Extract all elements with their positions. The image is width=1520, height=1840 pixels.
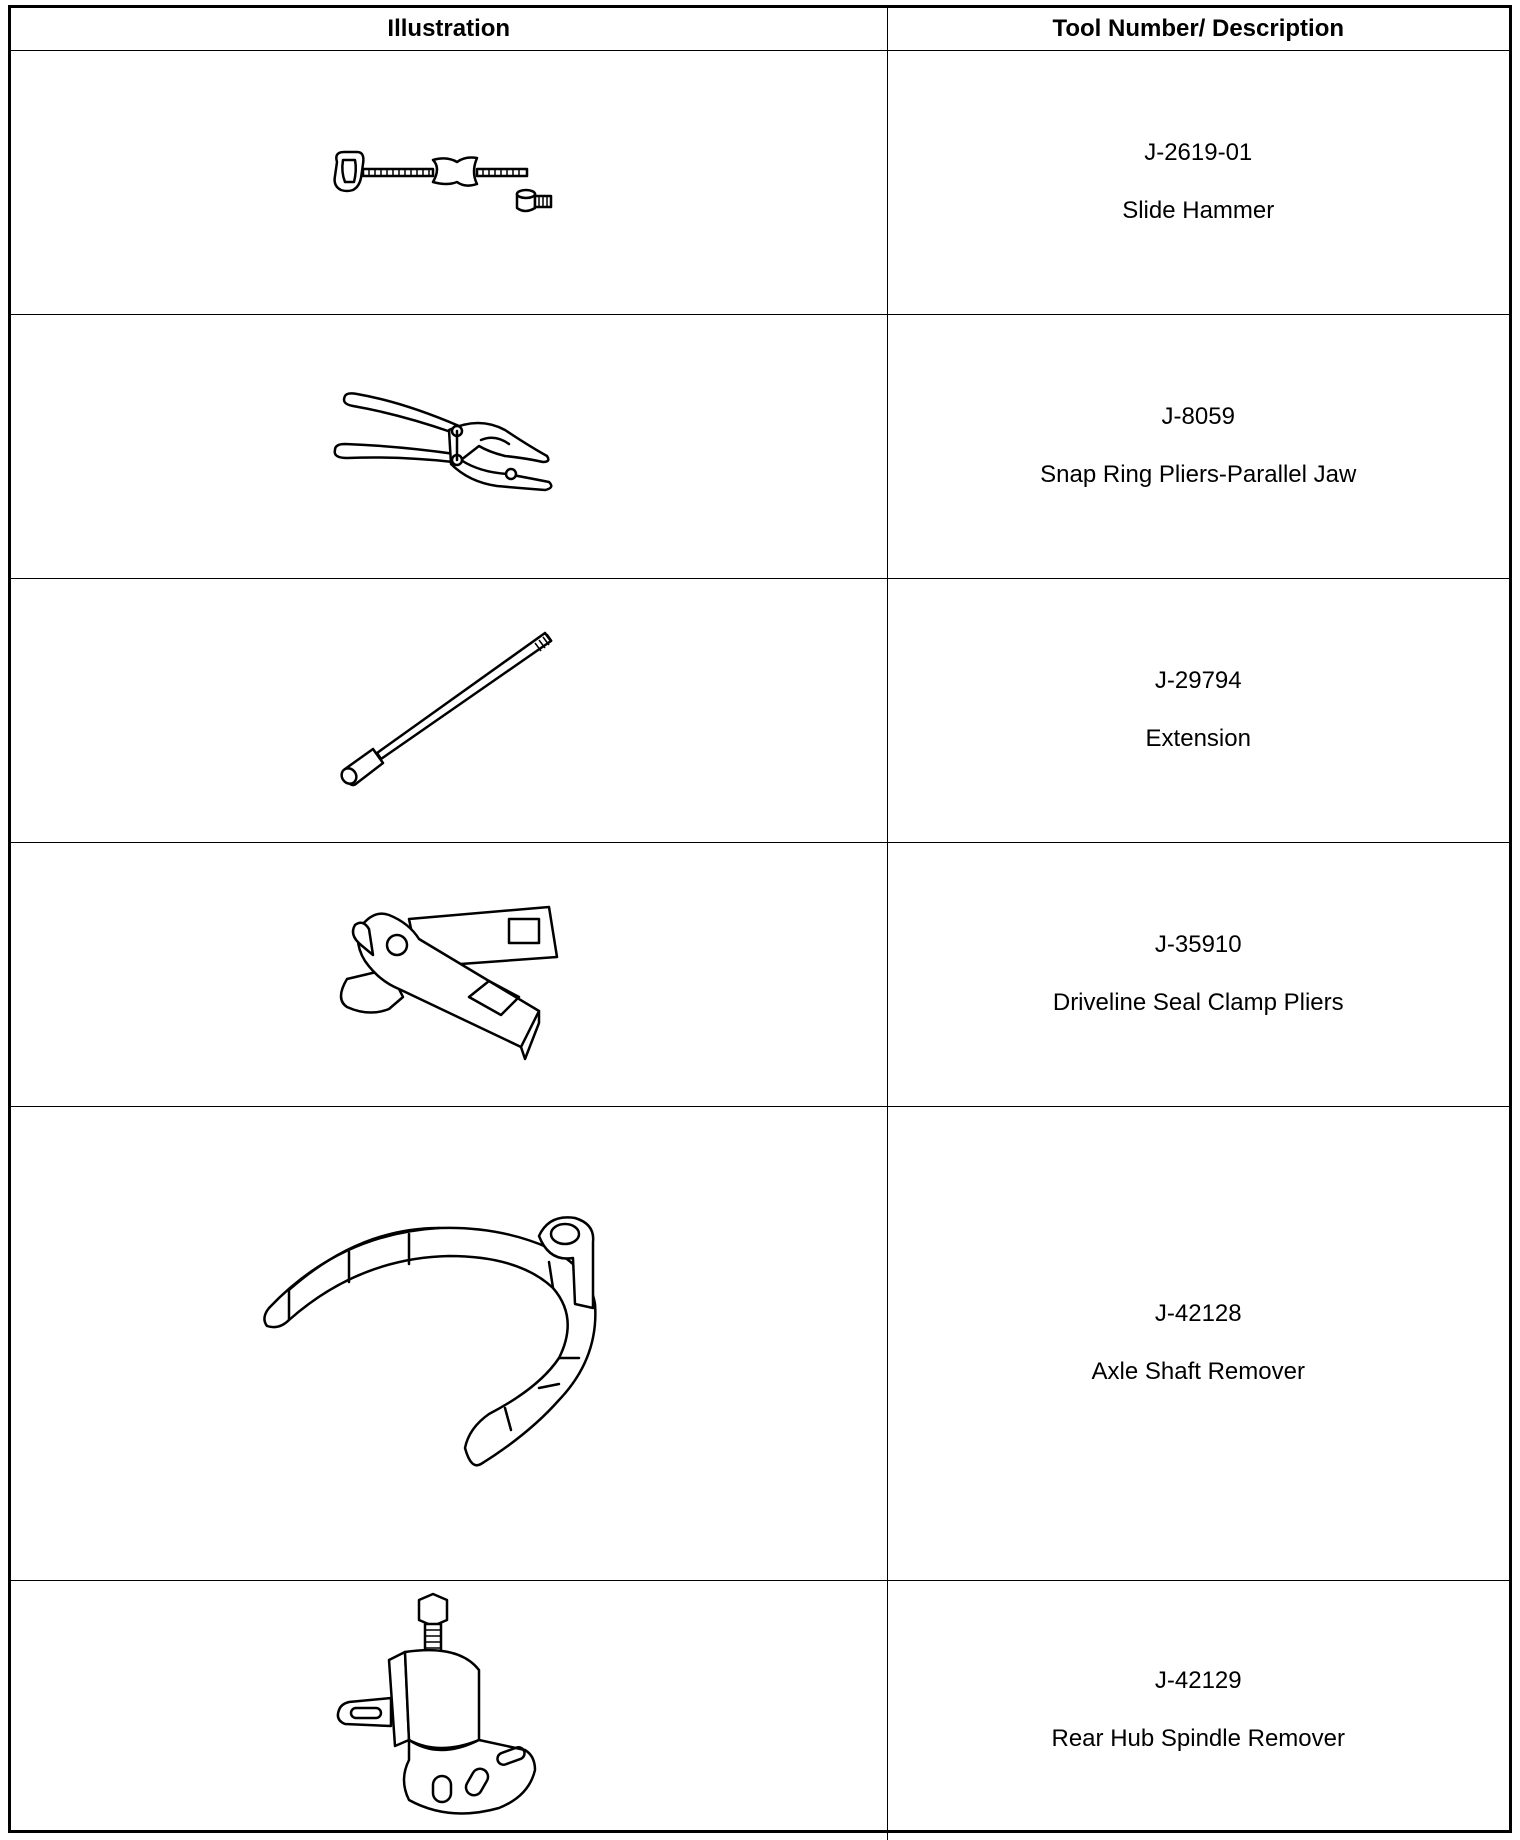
header-tool-description: Tool Number/ Description xyxy=(887,8,1509,50)
tool-description-cell xyxy=(887,314,1509,578)
tool-name: Slide Hammer xyxy=(1122,197,1275,224)
header-illustration: Illustration xyxy=(11,8,887,50)
seal-clamp-pliers-icon xyxy=(329,889,569,1059)
tool-description-cell xyxy=(887,842,1509,1106)
axle-shaft-remover-icon xyxy=(249,1208,649,1478)
illustration-cell xyxy=(11,1580,887,1840)
table-row xyxy=(11,314,1509,578)
tool-name: Driveline Seal Clamp Pliers xyxy=(1052,989,1344,1016)
illustration-cell xyxy=(11,578,887,842)
snap-ring-pliers-icon xyxy=(329,386,569,506)
special-tools-table-frame xyxy=(8,5,1512,1833)
tool-number: J-42128 xyxy=(1154,1300,1242,1327)
tool-number: J-2619-01 xyxy=(1144,139,1253,166)
table-header-row xyxy=(11,8,1509,50)
table-row xyxy=(11,1106,1509,1580)
tool-name: Axle Shaft Remover xyxy=(1091,1358,1305,1385)
tool-description-cell xyxy=(887,578,1509,842)
table-row xyxy=(11,578,1509,842)
tool-number: J-35910 xyxy=(1154,931,1242,958)
table-row xyxy=(11,842,1509,1106)
illustration-cell xyxy=(11,1106,887,1580)
illustration-cell xyxy=(11,314,887,578)
tool-description-cell xyxy=(887,1580,1509,1840)
table-row xyxy=(11,1580,1509,1840)
tool-number: J-8059 xyxy=(1161,403,1235,430)
extension-rod-icon xyxy=(329,625,569,795)
tool-number: J-42129 xyxy=(1154,1667,1242,1695)
tool-number: J-29794 xyxy=(1154,667,1242,694)
tool-description-cell xyxy=(887,1106,1509,1580)
tool-description-cell xyxy=(887,50,1509,314)
tool-name: Snap Ring Pliers-Parallel Jaw xyxy=(1040,461,1357,488)
tool-name: Rear Hub Spindle Remover xyxy=(1051,1725,1345,1753)
slide-hammer-icon xyxy=(329,142,569,222)
illustration-cell xyxy=(11,842,887,1106)
illustration-cell xyxy=(11,50,887,314)
special-tools-table xyxy=(11,8,1509,1840)
hub-spindle-remover-icon xyxy=(329,1590,569,1830)
table-row xyxy=(11,50,1509,314)
tool-name: Extension xyxy=(1145,725,1251,752)
